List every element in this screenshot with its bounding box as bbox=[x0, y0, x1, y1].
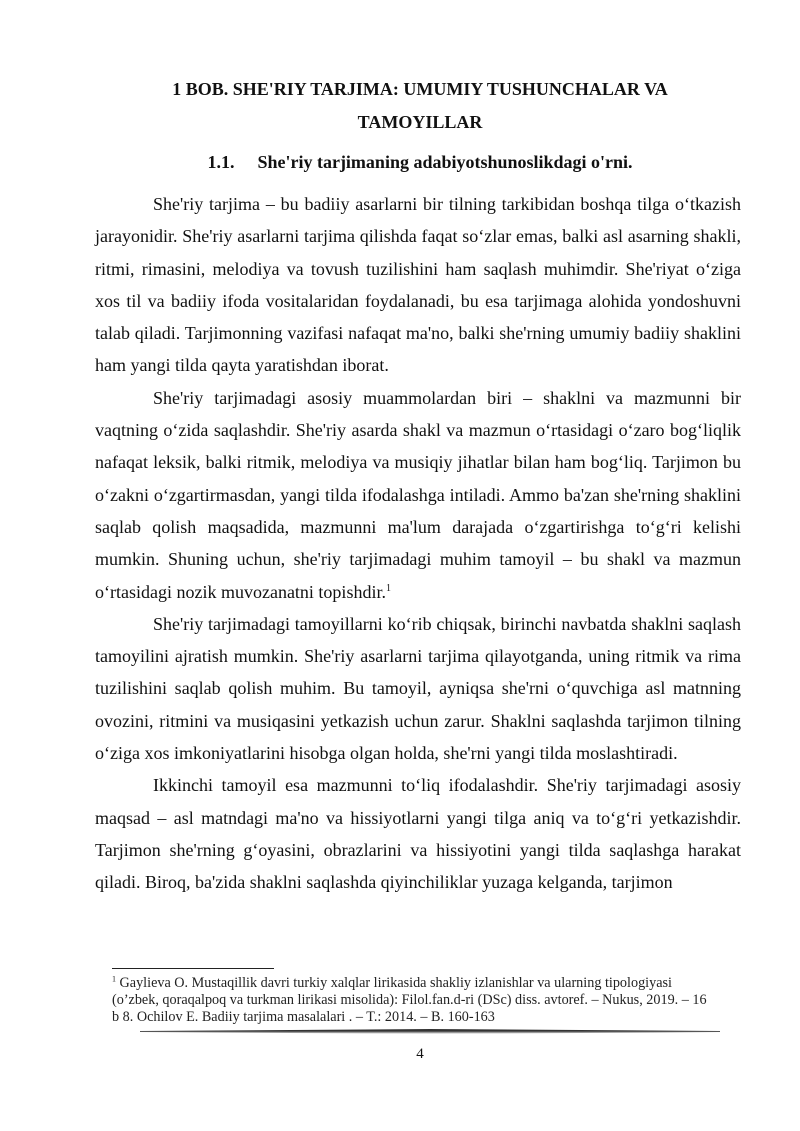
footnote-marker: 1 bbox=[112, 974, 116, 984]
chapter-title-line2: TAMOYILLAR bbox=[357, 112, 483, 132]
section-number: 1.1. bbox=[207, 152, 235, 172]
section-heading: She'riy tarjimaning adabiyotshunoslikdagi o'rni. bbox=[257, 152, 633, 172]
paragraph-1: She'riy tarjima – bu badiiy asarlarni bir tilning tarkibidan boshqa tilga o‘tkazish jarayonidir. She'riy asarlarni tarjima qilishda faqat so‘zlar emas, balki asl asarning shakli, ritmi, rimasini, melodiya va tovush tuzilishini ham saqlash muhimdir. She'riyat o‘ziga xos til va badiiy ifoda vositalaridan foydalanadi, bu esa tarjimaga alohida yondoshuvni talab qiladi. Tarjimonning vazifasi nafaqat ma'no, balki she'rning umumiy badiiy shaklini ham yangi tilda qayta yaratishdan iborat. bbox=[95, 194, 741, 376]
paragraph-4: Ikkinchi tamoyil esa mazmunni to‘liq ifodalashdir. She'riy tarjimadagi asosiy maqsad – asl matndagi ma'no va hissiyotlarni yangi tilga aniq va to‘g‘ri yetkazishdir. Tarjimon she'rning g‘oyasini, obrazlarini va hissiyotini yangi tilda saqlashga harakat qiladi. Biroq, ba'zida shaklni saqlashda qiyinchiliklar yuzaga kelganda, tarjimon bbox=[95, 775, 741, 893]
footer-rule bbox=[140, 1029, 720, 1034]
footnote-text: Gaylieva O. Mustaqillik davri turkiy xalqlar lirikasida shakliy izlanishlar va ularning tipologiyasi (o’zbek, qoraqalpoq va turkman lirikasi misolida): Filol.fan.d-ri (DSc) diss. avtoref. – Nukus, 2019. – 16 b 8. Ochilov E. Badiiy tarjima masalalari . – T.: 2014. – B. 160-163 bbox=[112, 975, 707, 1026]
footnote-reference[interactable]: 1 bbox=[385, 582, 391, 594]
paragraph-2-text: She'riy tarjimadagi asosiy muammolardan biri – shaklni va mazmunni bir vaqtning o‘zida saqlashdir. She'riy asarda shakl va mazmun o‘rtasidagi o‘zaro bog‘liqlik nafaqat leksik, balki ritmik, melodiya va musiqiy jihatlar bilan ham bog‘liq. Tarjimon bu o‘zakni o‘zgartirmasdan, yangi tilda ifodalashga intiladi. Ammo ba'zan she'rning shaklini saqlab qolish maqsadida, mazmunni ma'lum darajada o‘zgartirishga to‘g‘ri kelishi mumkin. Shuning uchun, she'riy tarjimadagi muhim tamoyil – bu shakl va mazmun o‘rtasidagi nozik muvozanatni topishdir. bbox=[95, 387, 741, 602]
page-number: 4 bbox=[416, 1046, 424, 1062]
footnote-separator bbox=[112, 968, 274, 969]
footnote bbox=[112, 975, 712, 1027]
chapter-title bbox=[60, 73, 780, 139]
section-title bbox=[60, 149, 780, 175]
body-text bbox=[95, 188, 741, 899]
paragraph-2 bbox=[95, 382, 741, 608]
paragraph-3: She'riy tarjimadagi tamoyillarni ko‘rib chiqsak, birinchi navbatda shaklni saqlash tamoyilini ajratish mumkin. She'riy asarlarni tarjima qilayotganda, uning ritmik va rima tuzilishini saqlab qolish muhim. Bu tamoyil, ayniqsa she'rni o‘quvchiga asl matnning ovozini, ritmini va musiqasini yetkazish uchun zarur. Shaklni saqlashda tarjimon tilning o‘ziga xos imkoniyatlarini hisobga olgan holda, she'rni yangi tilda moslashtiradi. bbox=[95, 613, 741, 764]
chapter-title-line1: 1 BOB. SHE'RIY TARJIMA: UMUMIY TUSHUNCHALAR VA bbox=[172, 79, 668, 99]
